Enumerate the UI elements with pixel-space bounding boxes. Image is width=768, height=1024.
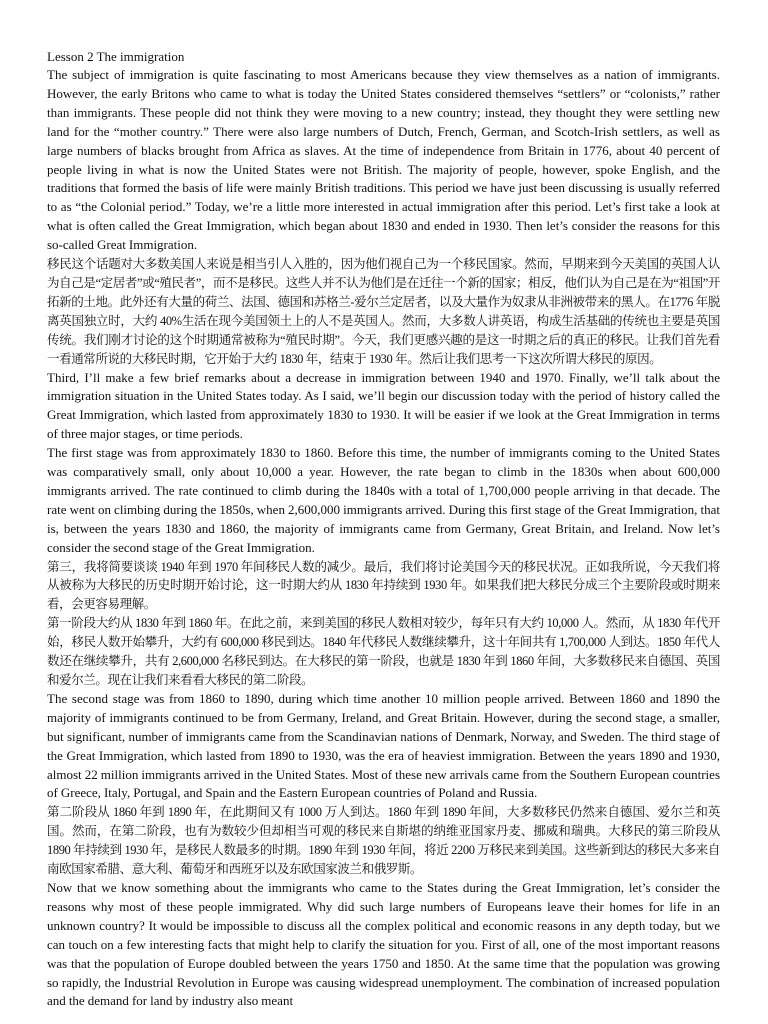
paragraph-first-stage-en: The first stage was from approximately 1830 to 1860. Before this time, the number of immigrants coming to the United States was comparatively small, only about 10,000 a year. However, the rate began to climb in the 1830s when about 600,000 immigrants arrived. The rate continued to climb during the 1840s with a total of 1,700,000 people arriving in that decade. The rate went on climbing during the 1850s, when 2,600,000 immigrants arrived. During this first stage of the Great Immigration, that is, between the years 1830 and 1860, the majority of immigrants came from Germany, Great Britain, and Ireland. Now let’s consider the second stage of the Great Immigration. [47, 445, 720, 555]
paragraph-reasons-en: Now that we know something about the immigrants who came to the States during the Great Immigration, let’s consider the reasons why most of these people immigrated. Why did such large numbers of Europeans leave their homes for life in an unknown country? It would be impossible to discuss all the complex political and economic reasons in any depth today, but we can touch on a few interesting facts that might help to clarify the situation for you. First of all, one of the most important reasons was that the population of Europe doubled between the years 1750 and 1850. At the same time that the population was growing so rapidly, the Industrial Revolution in Europe was causing widespread unemployment. The combination of increased population and the demand for land by industry also meant [47, 879, 720, 1009]
paragraph-second-third-stage-cn: 第二阶段从 1860 年到 1890 年，在此期间又有 1000 万人到达。1860 年到 1890 年间，大多数移民仍然来自德国、爱尔兰和英国。然而，在第二阶段，也有为数较少但却相当可观的移民来自斯堪的纳维亚国家丹麦、挪威和瑞典。大移民的第三阶段从 1890 年持续到 1930 年，是移民人数最多的时期。1890 年到 1930 年间，将近 2200 万移民来到美国。这些新到达的移民大多来自南欧国家希腊、意大利、葡萄牙和西班牙以及东欧国家波兰和俄罗斯。 [47, 805, 720, 877]
paragraph-second-third-stage-en: The second stage was from 1860 to 1890, during which time another 10 million people arrived. Between 1860 and 1890 the majority of immigrants continued to be from Germany, Ireland, and Great Britain. However, during the second stage, a smaller, but significant, number of immigrants came from the Scandinavian nations of Denmark, Norway, and Sweden. The third stage of the Great Immigration, which lasted from 1890 to 1930, was the era of heaviest immigration. Between the years 1890 and 1930, almost 22 million immigrants arrived in the United States. Most of these new arrivals came from the Southern European countries of Greece, Italy, Portugal, and Spain and the Eastern European countries of Poland and Russia. [47, 690, 720, 801]
lesson-title: Lesson 2 The immigration [47, 49, 185, 64]
paragraph-outline-cn: 第三，我将简要谈谈 1940 年到 1970 年间移民人数的减少。最后，我们将讨论美国今天的移民状况。正如我所说，今天我们将从被称为大移民的历史时期开始讨论，这一时期大约从 1830 年持续到 1930 年。如果我们把大移民分成三个主要阶段或时期来看，会更容易理解。 [47, 559, 720, 612]
paragraph-first-stage-cn: 第一阶段大约从 1830 年到 1860 年。在此之前，来到美国的移民人数相对较少，每年只有大约 10,000 人。然而，从 1830 年代开始，移民人数开始攀升，大约有 600,000 移民到达。1840 年代移民人数继续攀升，这十年间共有 1,700,000 人到达。1850 年代人数还在继续攀升，共有 2,600,000 名移民到达。在大移民的第一阶段，也就是 1830 年到 1860 年间，大多数移民来自德国、英国和爱尔兰。现在让我们来看看大移民的第二阶段。 [47, 616, 720, 687]
paragraph-outline-en: Third, I’ll make a few brief remarks about a decrease in immigration between 1940 and 1970. Finally, we’ll talk about the immigration situation in the United States today. As I said, we’ll begin our discussion today with the period of history called the Great Immigration, which lasted from approximately 1830 to 1930. It will be easier if we look at the Great Immigration in terms of three major stages, or time periods. [47, 369, 720, 442]
paragraph-colonial-period-cn: 移民这个话题对大多数美国人来说是相当引人入胜的，因为他们视自己为一个移民国家。然而，早期来到今天美国的英国人认为自己是“定居者”或“殖民者”，而不是移民。这些人并不认为他们是在迁往一个新的国家；相反，他们认为自己是在为“祖国”开拓新的土地。此外还有大量的荷兰、法国、德国和苏格兰-爱尔兰定居者，以及大量作为奴隶从非洲被带来的黑人。在1776 年脱离英国独立时，大约 40%生活在现今美国领土上的人不是英国人。然而，大多数人讲英语，构成生活基础的传统也主要是英国传统。我们刚才讨论的这个时期通常被称为“殖民时期”。今天，我们更感兴趣的是这一时期之后的真正的移民。让我们首先看一看通常所说的大移民时期，它开始于大约 1830 年，结束于 1930 年。然后让我们思考一下这次所谓大移民的原因。 [47, 257, 720, 366]
document-page [47, 48, 720, 1011]
paragraph-colonial-period-en: The subject of immigration is quite fascinating to most Americans because they view themselves as a nation of immigrants. However, the early Britons who came to what is today the United States considered themselves “settlers” or “colonists,” rather than immigrants. These people did not think they were moving to a new country; instead, they thought they were settling new land for the “mother country.” There were also large numbers of Dutch, French, German, and Scotch-Irish settlers, as well as large numbers of blacks brought from Africa as slaves. At the time of independence from Britain in 1776, about 40 percent of people living in what is now the United States were not British. The majority of people, however, spoke English, and the traditions that formed the basis of life were mainly British traditions. This period we have just been discussing is usually referred to as “the Colonial period.” Today, we’re a little more interested in actual immigration after this period. Let’s first take a look at what is often called the Great Immigration, which began about 1830 and ended in 1930. Then let’s consider the reasons for this so-called Great Immigration. [47, 67, 720, 253]
